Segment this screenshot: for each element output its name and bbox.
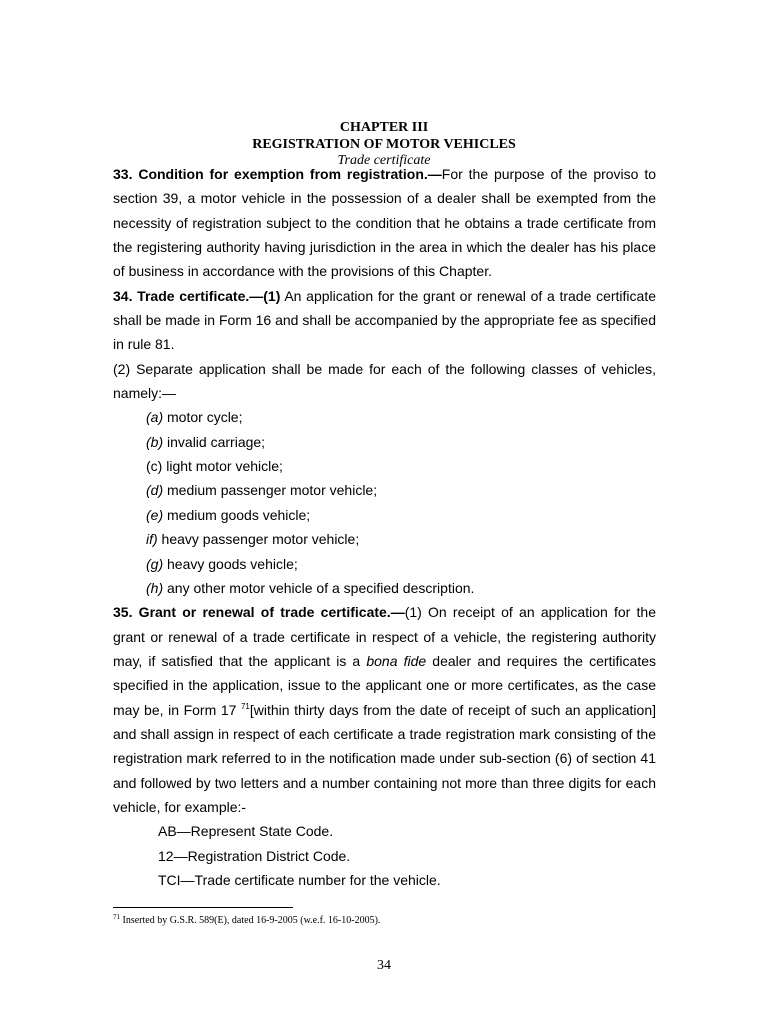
footnote-text: Inserted by G.S.R. 589(E), dated 16-9-2005 (w.e.f. 16-10-2005). [120, 915, 381, 926]
example-line: 12—Registration District Code. [158, 847, 351, 864]
list-item: (a) motor cycle; [146, 409, 243, 426]
rule-35-heading: 35. Grant or renewal of trade certificate.— [113, 604, 405, 621]
rule-35: 35. Grant or renewal of trade certificate.—(1) On receipt of an application for the grant or renewal of a trade certificate in respect of a vehicle, the registering authority may, if satisfied that the applicant is a bona fide dealer and requires the certificates specified in the application, issue to the applicant one or more certificates, as the case may be, in Form 17 $^{71}$[within thirty days from the date of receipt of such an application] and shall assign in respect of each certificate a trade registration mark consisting of the registration mark referred to in the notification made under sub-section (6) of section 41 and followed by two letters and a number containing not more than three digits for each vehicle, for example:- [113, 604, 656, 815]
example-line: TCI—Trade certificate number for the vehicle. [158, 871, 441, 888]
rule-34-sub-2: (2) Separate application shall be made for each of the following classes of vehicles, namely:— [113, 360, 656, 402]
section-subtitle: Trade certificate [337, 153, 431, 168]
body-text [113, 162, 656, 892]
list-item: (d) medium passenger motor vehicle; [146, 482, 378, 499]
rule-34 [113, 284, 656, 357]
footnote [113, 914, 673, 928]
rule-33-text: For the purpose of the proviso to section 39, a motor vehicle in the possession of a dealer shall be exempted from the necessity of registration subject to the condition that he obtains a trade certificate from the registering authority having jurisdiction in the area in which the dealer has his place of business in accordance with the provisions of this Chapter. [113, 166, 656, 280]
list-item: (h) any other motor vehicle of a specified description. [146, 579, 475, 596]
footnote-divider [113, 907, 293, 908]
chapter-title: REGISTRATION OF MOTOR VEHICLES [252, 137, 516, 152]
rule-33-heading: 33. Condition for exemption from registration.— [113, 166, 442, 182]
page-number: 34 [377, 958, 391, 973]
rule-34-text: An application for the grant or renewal of a trade certificate shall be made in Form 16 and shall be accompanied by the appropriate fee as specified in rule 81. [113, 287, 656, 353]
footnote-number: 71 [113, 913, 120, 921]
chapter-number: CHAPTER III [339, 120, 429, 135]
rule-33 [113, 162, 656, 284]
list-item: (e) medium goods vehicle; [146, 506, 311, 523]
list-item: (c) light motor vehicle; [146, 458, 283, 475]
footnote-reference[interactable]: 71 [240, 701, 250, 711]
list-item: if) heavy passenger motor vehicle; [146, 531, 360, 548]
list-item: (b) invalid carriage; [146, 433, 266, 450]
example-line: AB—Represent State Code. [158, 823, 334, 840]
rule-34-heading: 34. Trade certificate.—(1) [113, 287, 281, 304]
list-item: (g) heavy goods vehicle; [146, 555, 298, 572]
